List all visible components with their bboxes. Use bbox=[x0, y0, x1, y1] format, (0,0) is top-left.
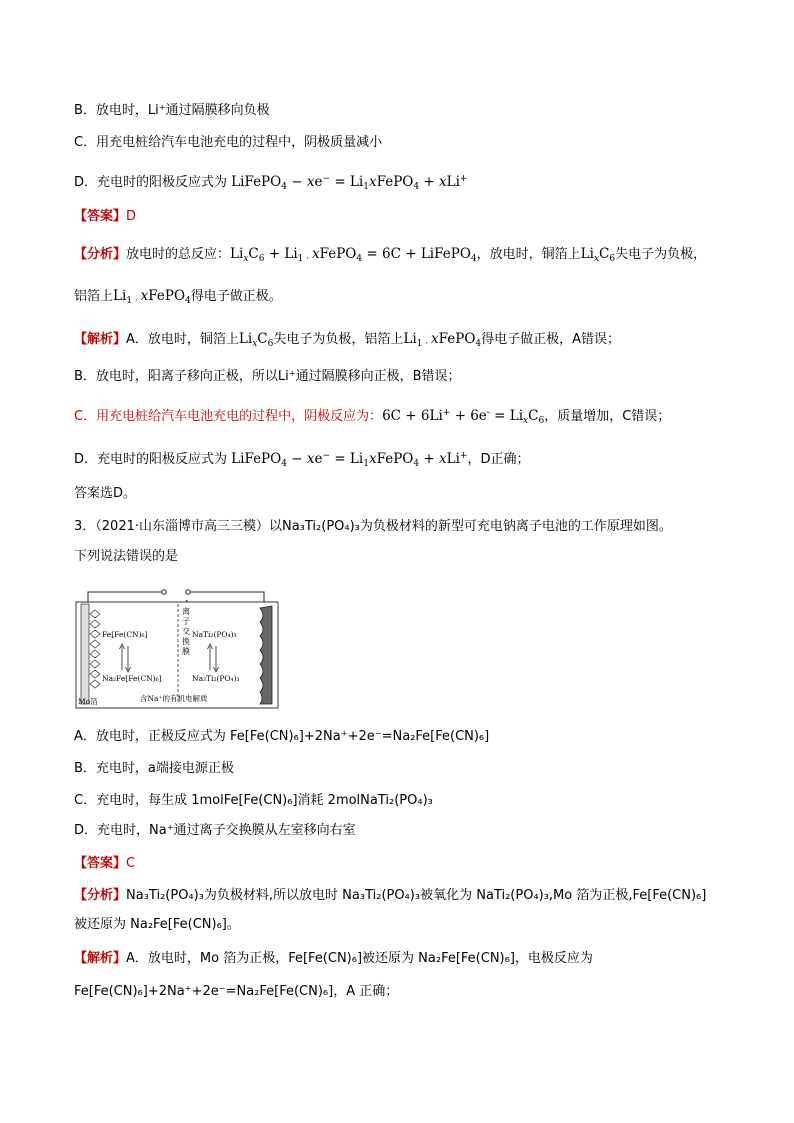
option-c: C．用充电桩给汽车电池充电的过程中，阴极质量减小 bbox=[74, 135, 383, 150]
option-d bbox=[74, 170, 467, 196]
membrane-char-5: 膜 bbox=[182, 647, 190, 656]
solution-1-b: B．放电时，阳离子移向正极，所以Li⁺通过隔膜移向正极，B错误； bbox=[74, 369, 461, 384]
membrane-char-2: 子 bbox=[182, 617, 190, 626]
analysis-1-line1 bbox=[74, 245, 706, 268]
battery-diagram bbox=[74, 584, 280, 710]
analysis-1-text3: 失电子为负极， bbox=[615, 247, 707, 262]
analysis-1-lifepo4: $Li_{1 \cdot}$ xFePO$_4$ bbox=[113, 288, 191, 306]
option-b: B．放电时，Li⁺通过隔膜移向负极 bbox=[74, 103, 270, 118]
answer-1 bbox=[74, 208, 136, 226]
membrane-label bbox=[182, 606, 190, 656]
solution-1-a-lifepo4: $Li_{1 \cdot}$ xFePO$_4$ bbox=[403, 331, 482, 349]
answer-3-label: 【答案】 bbox=[74, 856, 127, 871]
question-3-line1: 3．（2021·山东淄博市高三三模）以Na₃Ti₂(PO₄)₃为负极材料的新型可充电钠离子电池的工作原理如图。 bbox=[74, 519, 672, 534]
analysis-1-line2b: 得电子做正极。 bbox=[190, 289, 282, 304]
solution-1-d-text2: ，D正确； bbox=[467, 452, 530, 467]
analysis-1-reaction: $Li_xC_6 + Li_{1 \cdot}$ xFePO$_4$ = 6C + LiFePO$_4$ bbox=[230, 246, 477, 264]
solution-1-c-text2: ，质量增加，C错误； bbox=[544, 409, 671, 424]
analysis-3-text1: Na₃Ti₂(PO₄)₃为负极材料,所以放电时 Na₃Ti₂(PO₄)₃被氧化为 NaTi₂(PO₄)₃,Mo 箔为正极,Fe[Fe(CN)₆] bbox=[126, 888, 707, 903]
question-3-line2: 下列说法错误的是 bbox=[74, 549, 179, 564]
solution-1-label: 【解析】 bbox=[74, 332, 127, 347]
cell-box bbox=[76, 602, 278, 708]
option-d-formula: LiFePO$_4$ − $xe^- = Li_1xFePO_4 + xLi^+$ bbox=[231, 174, 468, 192]
mo-foil-label: Mo箔 bbox=[78, 697, 98, 706]
solution-1-d-formula: LiFePO$_4$ − $xe^- = Li_1xFePO_4 + xLi^+$ bbox=[231, 451, 468, 469]
analysis-3-line1 bbox=[74, 887, 706, 905]
left-bottom-species: Na₂Fe[Fe(CN)₆] bbox=[102, 674, 162, 683]
solution-1-c-formula: $6C + 6Li^+ + 6e^- = Li_xC_6$ bbox=[382, 408, 545, 426]
left-top-species: Fe[Fe(CN)₆] bbox=[102, 630, 148, 639]
answer-1-label: 【答案】 bbox=[74, 209, 127, 224]
solution-3-text1: A．放电时，Mo 箔为正极，Fe[Fe(CN)₆]被还原为 Na₂Fe[Fe(CN)₆]，电极反应为 bbox=[126, 951, 593, 966]
analysis-3-line2: 被还原为 Na₂Fe[Fe(CN)₆]。 bbox=[74, 917, 240, 932]
terminal-a-dot bbox=[162, 590, 166, 594]
analysis-3-label: 【分析】 bbox=[74, 888, 127, 903]
analysis-1-line2 bbox=[74, 287, 282, 310]
membrane-char-3: 交 bbox=[182, 627, 190, 636]
right-bottom-species: Na₃Ti₂(PO₄)₃ bbox=[192, 674, 240, 683]
analysis-1-label: 【分析】 bbox=[74, 247, 127, 262]
option3-c: C．充电时，每生成 1molFe[Fe(CN)₆]消耗 2molNaTi₂(PO₄)₃ bbox=[74, 793, 433, 808]
option3-a: A．放电时，正极反应式为 Fe[Fe(CN)₆]+2Na⁺+2e⁻=Na₂Fe[Fe(CN)₆] bbox=[74, 729, 490, 744]
analysis-1-line2a: 铝箔上 bbox=[74, 289, 114, 304]
solution-1-a-lixc6: $Li_xC_6$ bbox=[238, 331, 274, 349]
analysis-1-text2: ，放电时，铜箔上 bbox=[476, 247, 581, 262]
option3-b: B．充电时，a端接电源正极 bbox=[74, 761, 234, 776]
solution-1-conclusion: 答案选D。 bbox=[74, 486, 137, 501]
option3-d: D．充电时，Na⁺通过离子交换膜从左室移向右室 bbox=[74, 823, 356, 838]
answer-3-value: C bbox=[126, 856, 136, 871]
solution-1-a-text1: A．放电时，铜箔上 bbox=[126, 332, 239, 347]
option-d-prefix: D．充电时的阳极反应式为 bbox=[74, 175, 232, 190]
solution-1-a bbox=[74, 330, 620, 353]
electrolyte-label: 含Na⁺的有机电解质 bbox=[140, 694, 208, 703]
answer-3 bbox=[74, 855, 135, 873]
solution-1-d bbox=[74, 447, 529, 473]
solution-3-line2: Fe[Fe(CN)₆]+2Na⁺+2e⁻=Na₂Fe[Fe(CN)₆]，A 正确； bbox=[74, 984, 399, 999]
solution-1-c-text1: C．用充电桩给汽车电池充电的过程中，阴极反应为： bbox=[74, 409, 383, 424]
terminal-b-dot bbox=[186, 590, 190, 594]
analysis-1-lixc6: $Li_xC_6$ bbox=[580, 246, 616, 264]
solution-1-a-text2: 失电子为负极，铝箔上 bbox=[273, 332, 404, 347]
solution-3-label: 【解析】 bbox=[74, 951, 127, 966]
solution-3-line1 bbox=[74, 950, 593, 968]
solution-1-d-text1: D．充电时的阳极反应式为 bbox=[74, 452, 232, 467]
mo-foil bbox=[81, 604, 89, 704]
membrane-char-1: 离 bbox=[182, 607, 190, 616]
analysis-1-text1: 放电时的总反应： bbox=[126, 247, 231, 262]
membrane-char-4: 换 bbox=[182, 637, 190, 646]
solution-1-a-text3: 得电子做正极，A错误； bbox=[481, 332, 621, 347]
solution-1-c bbox=[74, 404, 670, 430]
answer-1-value: D bbox=[126, 209, 137, 224]
right-top-species: NaTi₂(PO₄)₃ bbox=[192, 630, 237, 639]
